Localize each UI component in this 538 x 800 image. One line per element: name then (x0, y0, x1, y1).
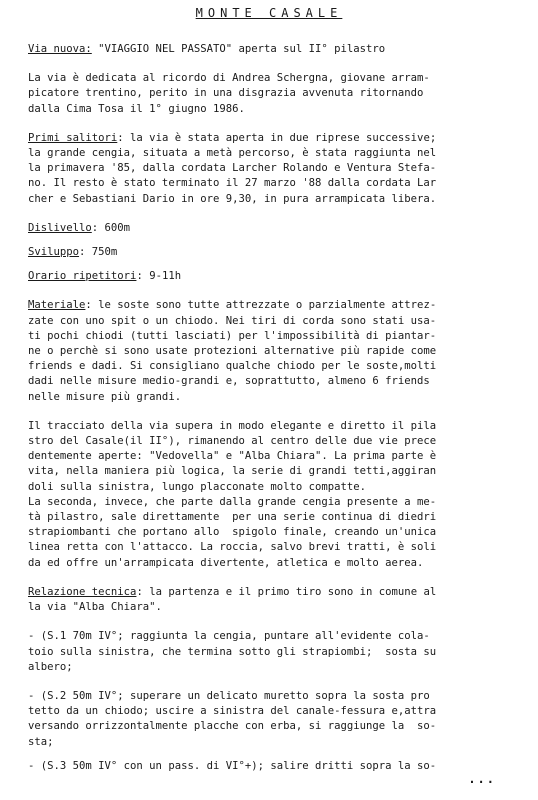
relazione-paragraph (28, 585, 510, 615)
intro-line: La via è dedicata al ricordo di Andrea Schergna, giovane arram- (28, 72, 430, 85)
tracciato-line: linea retta con l'attacco. La roccia, salvo brevi tratti, è soli (28, 541, 437, 554)
relazione-label: Relazione tecnica (28, 585, 137, 598)
tracciato-line: tà pilastro, sale direttamente per una serie continua di diedri (28, 511, 437, 524)
primi-line: la grande cengia, situata a metà percorso, è stata raggiunta nel (28, 147, 437, 160)
materiale-line: ne o perchè si sono usate protezioni alternative più rapide come (28, 345, 437, 358)
materiale-paragraph (28, 298, 510, 404)
materiale-line: dadi nelle misure medio-grandi e, soprattutto, almeno 6 friends (28, 375, 430, 388)
primi-salitori-label: Primi salitori (28, 131, 118, 144)
tracciato-line: dentemente aperte: "Vedovella" e "Alba Chiara". La prima parte è (28, 450, 437, 463)
primi-line: no. Il resto è stato terminato il 27 marzo '88 dalla cordata Lar (28, 177, 437, 190)
tracciato-line: vita, nella maniera più logica, la serie di grandi tetti,aggiran (28, 465, 437, 478)
materiale-line: ti pochi chiodi (tutti lasciati) per l'impossibilità di piantar- (28, 329, 437, 342)
orario-line (28, 269, 510, 284)
pitch-line: albero; (28, 660, 73, 673)
primi-line: cher e Sebastiani Dario in ore 9,30, in pura arrampicata libera. (28, 192, 437, 205)
sviluppo-value: : 750m (79, 246, 118, 259)
primi-salitori-text: : la via è stata aperta in due riprese successive; (117, 131, 437, 144)
relazione-line: la via "Alba Chiara". (28, 601, 162, 614)
intro-line: picatore trentino, perito in una disgrazia avvenuta ritornando (28, 87, 424, 100)
orario-label: Orario ripetitori (28, 270, 137, 283)
tracciato-line: La seconda, invece, che parte dalla grande cengia presente a me- (28, 495, 437, 508)
pitch-line: - (S.1 70m IV°; raggiunta la cengia, puntare all'evidente cola- (28, 630, 430, 643)
tracciato-line: Il tracciato della via supera in modo elegante e diretto il pila (28, 419, 437, 432)
page-title: MONTE CASALE (195, 6, 343, 20)
tracciato-line: strapiombanti che portano allo spigolo finale, creando un'unica (28, 526, 437, 539)
relazione-text: : la partenza e il primo tiro sono in comune al (136, 585, 437, 598)
route-line (28, 42, 510, 57)
pitch-line: tetto da un chiodo; uscire a sinistra del canale-fessura e,attra (28, 705, 437, 718)
materiale-line: nelle misure più grandi. (28, 390, 182, 403)
primi-salitori-paragraph (28, 131, 510, 207)
dislivello-label: Dislivello (28, 221, 92, 234)
sviluppo-line (28, 245, 510, 260)
route-label: Via nuova: (28, 43, 92, 55)
pitch-line: versando orrizzontalmente placche con erba, si raggiunge la so- (28, 720, 437, 733)
tracciato-line: stro del Casale(il II°), rimanendo al centro delle due vie prece (28, 435, 437, 448)
dislivello-value: : 600m (91, 221, 131, 234)
orario-value: : 9-11h (136, 270, 182, 283)
route-text: "VIAGGIO NEL PASSATO" aperta sul II° pilastro (91, 43, 386, 55)
sviluppo-label: Sviluppo (28, 246, 80, 259)
pitch-line: toio sulla sinistra, che termina sotto gli strapiombi; sosta su (28, 645, 437, 658)
tracciato-line: doli sulla sinistra, lungo placconate molto compatte. (28, 480, 367, 493)
pitch-2 (28, 689, 510, 750)
continuation-dots: ... (468, 772, 496, 786)
materiale-text: : le soste sono tutte attrezzate o parzialmente attrez- (85, 299, 437, 312)
pitch-line: - (S.3 50m IV° con un pass. di VI°+); salire dritti sopra la so- (28, 759, 437, 772)
intro-line: dalla Cima Tosa il 1° giugno 1986. (28, 102, 245, 115)
materiale-label: Materiale (28, 299, 86, 312)
dislivello-line (28, 221, 510, 236)
primi-line: la primavera '85, dalla cordata Larcher Rolando e Ventura Stefa- (28, 162, 437, 175)
pitch-3 (28, 759, 510, 774)
materiale-line: friends e dadi. Si consigliano qualche chiodo per le soste,molti (28, 360, 437, 373)
intro-paragraph (28, 71, 510, 117)
pitch-1 (28, 629, 510, 675)
materiale-line: zate con uno spit o un chiodo. Nei tiri di corda sono stati usa- (28, 314, 437, 327)
pitch-line: sta; (28, 735, 54, 748)
tracciato-line: da ed offre un'arrampicata divertente, atletica e molto aerea. (28, 556, 424, 569)
pitch-line: - (S.2 50m IV°; superare un delicato muretto sopra la sosta pro (28, 689, 430, 702)
tracciato-paragraph (28, 419, 510, 571)
